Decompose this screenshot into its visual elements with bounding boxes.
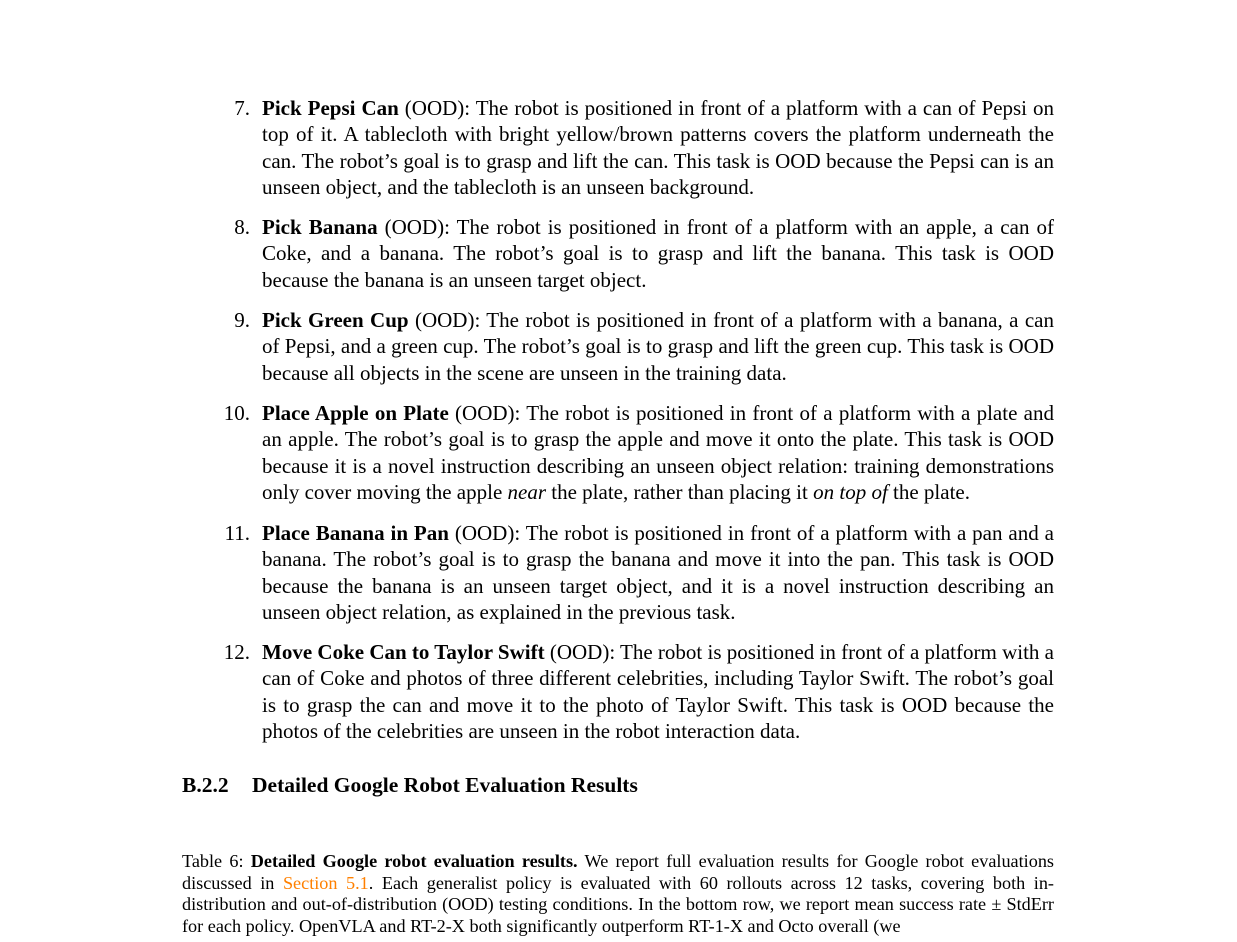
table-caption [182, 851, 1054, 937]
item-number: 12. [223, 640, 250, 664]
section-number: B.2.2 [182, 773, 229, 797]
caption-text: We report full evaluation results for Google robot evaluations discussed in [182, 851, 1054, 893]
item-text [262, 520, 1054, 625]
list-item [262, 214, 1054, 293]
list-item [262, 95, 1054, 200]
item-description: (OOD): The robot is positioned in front of a platform with an apple, a can of Coke, and a banana. The robot’s goal is to grasp and lift the banana. This task is OOD because the banana is an unseen target object. [262, 215, 1054, 292]
item-description: the plate. [887, 479, 970, 504]
item-description: (OOD): The robot is positioned in front of a platform with a pan and a banana. The robot’s goal is to grasp the banana and move it into the pan. This task is OOD because the banana is an unseen target object, and it is a novel instruction describing an unseen object relation, as explained in the previous task. [262, 521, 1054, 624]
item-description: (OOD): The robot is positioned in front of a platform with a plate and an apple. The robot’s goal is to grasp the apple and move it onto the plate. This task is OOD because it is a novel instruction describing an unseen object relation: training demonstrations only cover moving the apple [262, 401, 1054, 504]
item-description: (OOD): The robot is positioned in front of a platform with a can of Pepsi on top of it. A tablecloth with bright yellow/brown patterns covers the platform underneath the can. The robot’s goal is to grasp and lift the can. This task is OOD because the Pepsi can is an unseen object, and the tablecloth is an unseen background. [262, 96, 1055, 199]
item-title: Move Coke Can to Taylor Swift [262, 640, 545, 664]
item-number: 11. [224, 521, 250, 545]
section-heading [182, 771, 638, 799]
emphasis-text: on top of [813, 479, 888, 504]
item-number: 7. [234, 96, 250, 120]
item-text [262, 214, 1054, 293]
list-item [262, 520, 1054, 625]
list-item [262, 639, 1054, 744]
item-text [262, 307, 1054, 386]
item-number: 9. [234, 308, 250, 332]
item-description: the plate, rather than placing it [546, 479, 814, 504]
item-title: Pick Banana [262, 215, 378, 239]
item-description: (OOD): The robot is positioned in front of a platform with a can of Coke and photos of three different celebrities, including Taylor Swift. The robot’s goal is to grasp the can and move it to the photo of Taylor Swift. This task is OOD because the photos of the celebrities are unseen in the robot interaction data. [262, 640, 1054, 743]
list-item [262, 307, 1054, 386]
list-item [262, 400, 1054, 505]
item-text [262, 400, 1054, 505]
caption-text: . Each generalist policy is evaluated with 60 rollouts across 12 tasks, covering both in-distribution and out-of-distribution (OOD) testing conditions. In the bottom row, we report mean success rate ± StdErr for each policy. OpenVLA and RT-2-X both significantly outperform RT-1-X and Octo overall (we [182, 872, 1054, 936]
caption-bold: Detailed Google robot evaluation results. [250, 851, 578, 871]
item-title: Place Banana in Pan [262, 521, 449, 545]
item-title: Place Apple on Plate [262, 401, 449, 425]
item-text [262, 639, 1054, 744]
item-title: Pick Pepsi Can [262, 96, 399, 120]
item-number: 10. [223, 401, 250, 425]
item-title: Pick Green Cup [262, 308, 409, 332]
section-title: Detailed Google Robot Evaluation Results [252, 773, 638, 797]
emphasis-text: near [507, 479, 547, 504]
item-text [262, 95, 1054, 200]
section-link[interactable]: Section 5.1 [282, 872, 369, 893]
caption-label: Table 6: [182, 851, 251, 871]
item-description: (OOD): The robot is positioned in front of a platform with a banana, a can of Pepsi, and a green cup. The robot’s goal is to grasp and lift the green cup. This task is OOD because all objects in the scene are unseen in the training data. [262, 308, 1054, 385]
item-number: 8. [234, 215, 250, 239]
